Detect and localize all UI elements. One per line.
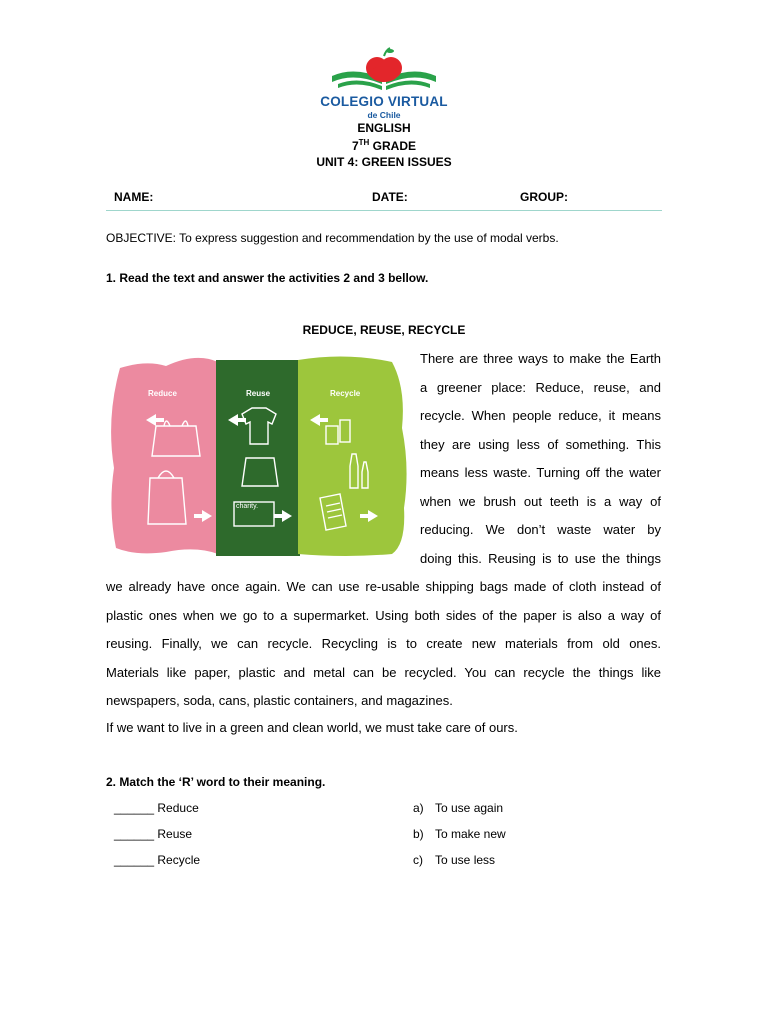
- reading-line: Materials like paper, plastic and metal can be recycled. You can recycle the things like: [106, 664, 661, 680]
- recycle-label: Recycle: [330, 389, 361, 398]
- grade-word: GRADE: [372, 139, 417, 153]
- date-label: DATE:: [372, 190, 408, 204]
- match-word-item: [114, 801, 199, 815]
- reading-side-text: [420, 345, 661, 573]
- grade-suffix: TH: [358, 138, 370, 147]
- reading-closing: If we want to live in a green and clean world, we must take care of ours.: [106, 719, 518, 735]
- reading-line: they are using less of something. This: [420, 436, 661, 452]
- group-label: GROUP:: [520, 190, 568, 204]
- meaning-text: To use again: [435, 801, 504, 815]
- reduce-label: Reduce: [148, 389, 177, 398]
- answer-blank[interactable]: ______: [114, 827, 155, 841]
- match-word: Reuse: [157, 827, 193, 841]
- school-name-sub: de Chile: [367, 110, 401, 120]
- reading-line: doing this. Reusing is to use the things: [420, 550, 661, 566]
- match-word: Recycle: [157, 853, 201, 867]
- charity-label: charity.: [236, 503, 259, 510]
- name-label: NAME:: [114, 190, 154, 204]
- match-word: Reduce: [157, 801, 199, 815]
- answer-blank[interactable]: ______: [114, 853, 155, 867]
- meaning-item: [413, 827, 506, 841]
- meaning-letter: c): [413, 853, 423, 867]
- school-name: COLEGIO VIRTUAL: [320, 94, 448, 109]
- reading-line: recycle. When people reduce, it means: [420, 408, 661, 423]
- meaning-letter: b): [413, 827, 424, 841]
- reading-line: we already have once again. We can use re-usable shipping bags made of cloth instead of: [106, 579, 661, 594]
- grade-title: [0, 138, 768, 153]
- reading-full-text: [106, 573, 661, 742]
- match-word-item: [114, 853, 200, 867]
- reading-line: reusing. Finally, we can recycle. Recycling is to create new materials from old ones.: [106, 636, 661, 651]
- objective-text: OBJECTIVE: To express suggestion and recommendation by the use of modal verbs.: [106, 231, 559, 245]
- meaning-text: To make new: [435, 827, 506, 841]
- meaning-item: [413, 801, 503, 815]
- reading-line: when we brush out teeth is a way of: [420, 493, 661, 509]
- instruction-1: 1. Read the text and answer the activities 2 and 3 bellow.: [106, 271, 429, 285]
- unit-title: UNIT 4: GREEN ISSUES: [316, 155, 452, 169]
- reading-line: plastic ones when we go to a supermarket. Using both sides of the paper is also a way of: [106, 607, 661, 623]
- reuse-label: Reuse: [246, 389, 271, 398]
- answer-blank[interactable]: ______: [114, 801, 155, 815]
- instruction-2: 2. Match the ‘R’ word to their meaning.: [106, 775, 326, 789]
- reading-title: REDUCE, REUSE, RECYCLE: [302, 323, 466, 337]
- grade-number: 7: [351, 139, 359, 153]
- reading-line: There are three ways to make the Earth: [420, 351, 661, 366]
- student-info-row: [106, 190, 662, 211]
- reading-line: newspapers, soda, cans, plastic containers, and magazines.: [106, 693, 453, 708]
- reduce-reuse-recycle-illustration: [106, 348, 412, 558]
- meaning-letter: a): [413, 801, 424, 815]
- meaning-item: [413, 853, 495, 867]
- subject-title: ENGLISH: [357, 121, 411, 135]
- match-word-item: [114, 827, 192, 841]
- reading-line: a greener place: Reduce, reuse, and: [420, 379, 661, 395]
- reading-line: means less waste. Turning off the water: [420, 465, 661, 480]
- reading-line: reducing. We don’t waste water by: [420, 522, 661, 537]
- meaning-text: To use less: [435, 853, 496, 867]
